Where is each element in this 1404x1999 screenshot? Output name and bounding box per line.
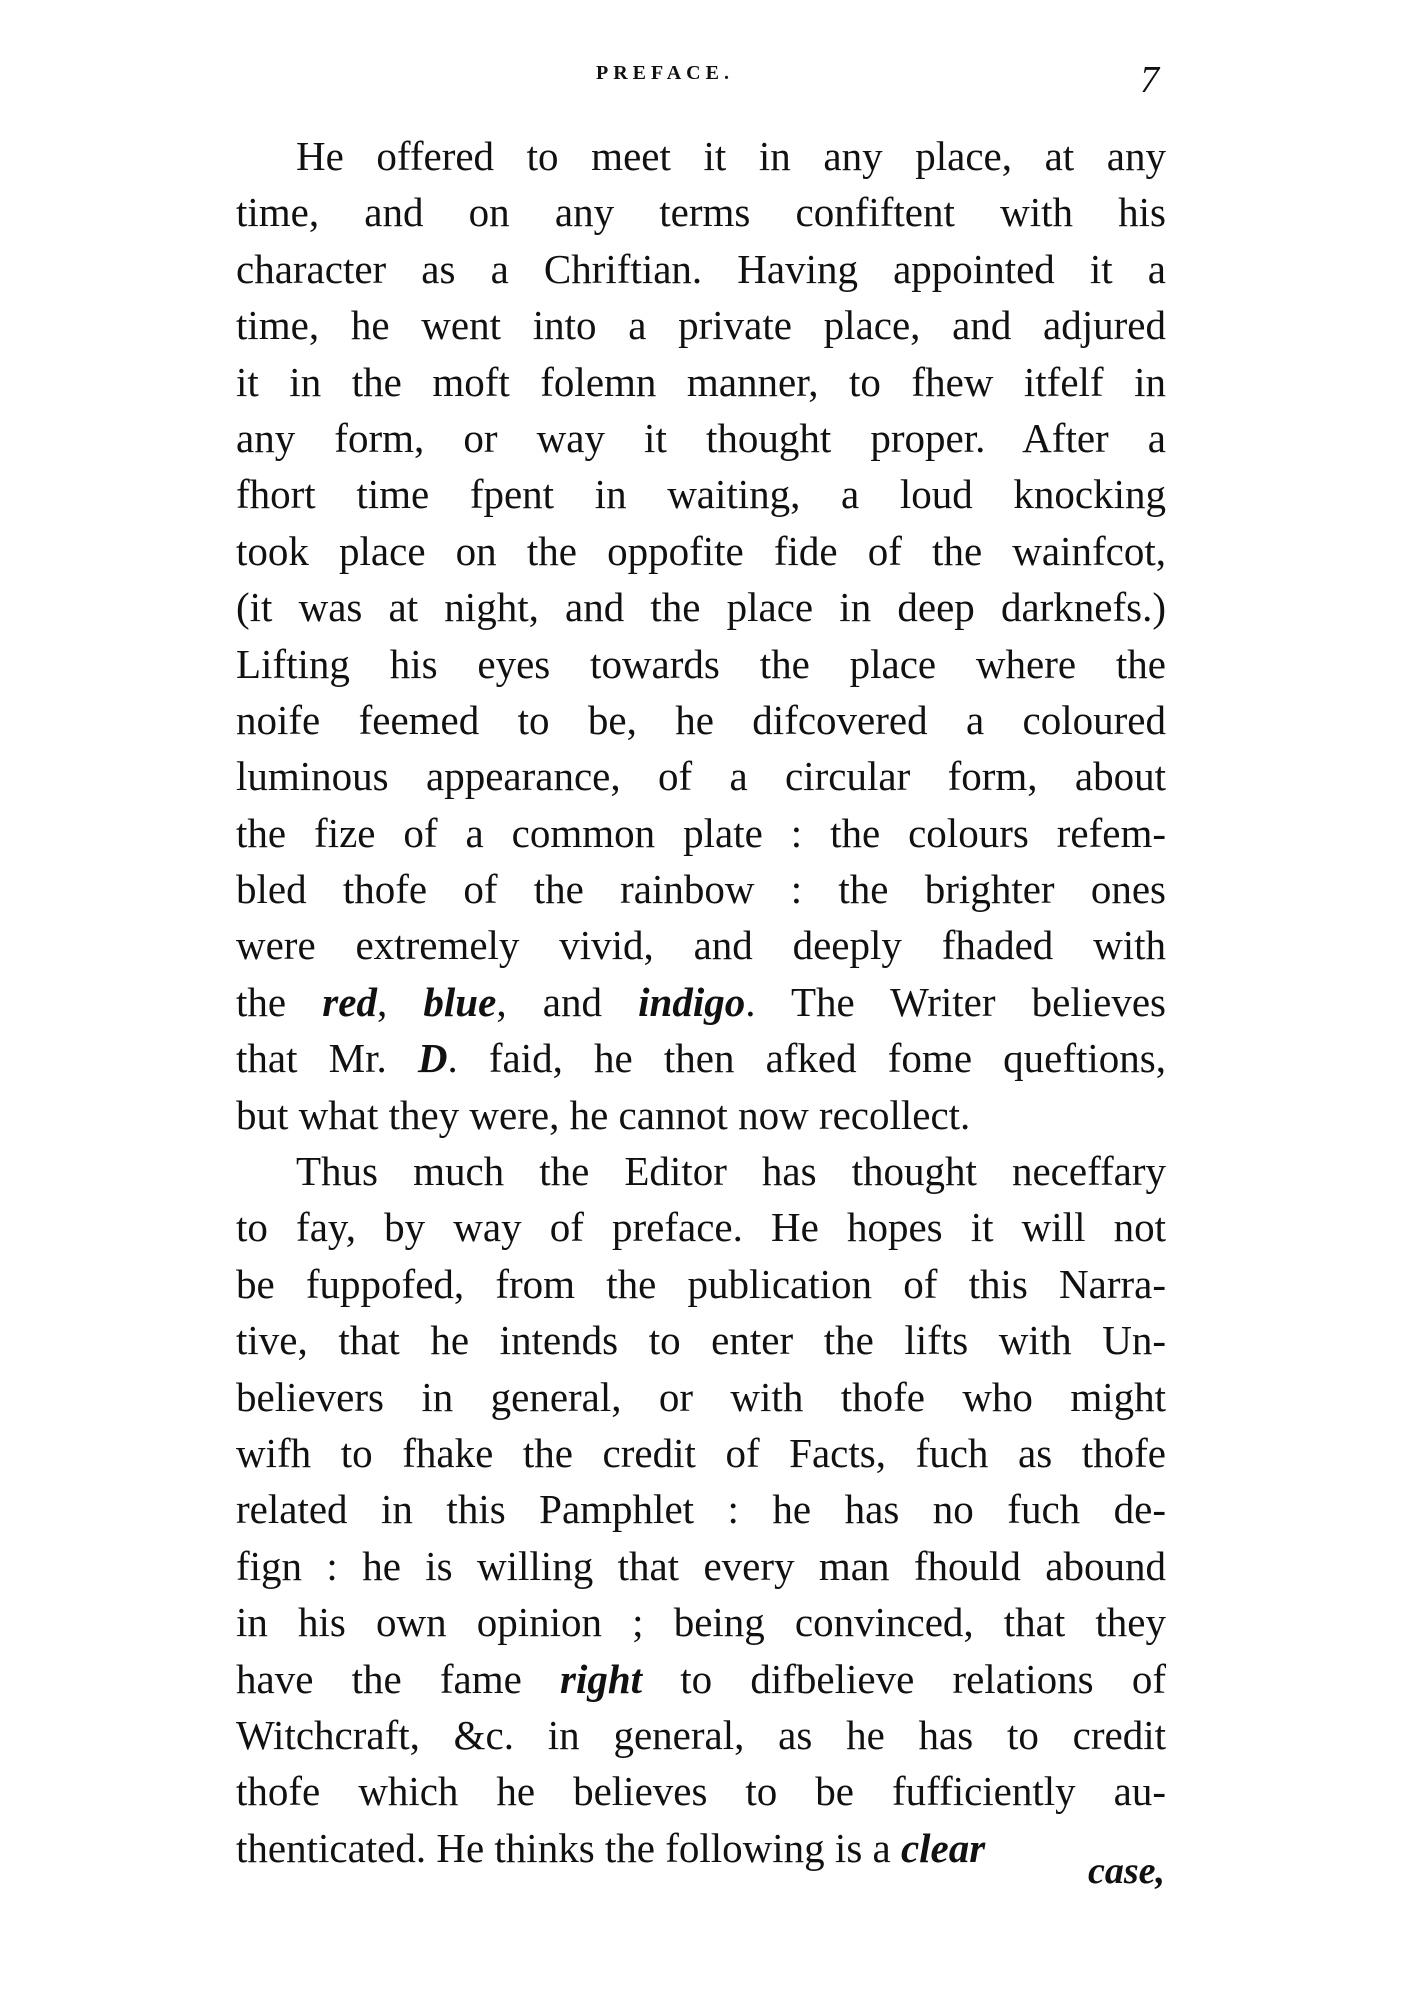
text-run: took place on the oppofite fide of the wainfcot, [236,527,1166,574]
text-run: the fize of a common plate : the colours refem- [236,809,1166,856]
text-run: noife feemed to be, he difcovered a coloured [236,696,1166,743]
text-run: that Mr. [236,1035,418,1082]
text-line [236,241,1166,297]
text-run: time, he went into a private place, and adjured [236,302,1166,349]
italic-word: right [560,1655,643,1702]
text-run: thenticated. He thinks the following is a [236,1824,901,1871]
text-run: wifh to fhake the credit of Facts, fuch as thofe [236,1429,1166,1476]
text-line [236,1651,1166,1707]
text-line [236,1538,1166,1594]
text-run: Thus much the Editor has thought neceffary [296,1148,1166,1195]
text-line [236,297,1166,353]
text-line [236,1199,1166,1255]
italic-word: blue [423,978,497,1025]
text-run: any form, or way it thought proper. After a [236,414,1166,461]
text-run: luminous appearance, of a circular form, about [236,753,1166,800]
text-run: the [236,978,323,1025]
text-line [236,354,1166,410]
text-run: it in the moft folemn manner, to fhew itfelf in [236,358,1166,405]
running-title: PREFACE. [596,62,734,84]
text-line [236,184,1166,240]
text-line [236,974,1166,1030]
text-run: were extremely vivid, and deeply fhaded with [236,922,1166,969]
text-line [236,636,1166,692]
text-run: have the fame [236,1655,561,1702]
text-run: , [376,978,424,1025]
text-run: Witchcraft, &c. in general, as he has to credit [236,1711,1166,1758]
text-run: to fay, by way of preface. He hopes it will not [236,1204,1166,1251]
text-line [236,805,1166,861]
text-run: . faid, he then afked fome queftions, [447,1035,1166,1082]
text-line [236,692,1166,748]
text-run: fign : he is willing that every man fhould abound [236,1542,1166,1589]
text-run: time, and on any terms confiftent with his [236,189,1166,236]
text-line [236,1763,1166,1819]
text-line [236,1594,1166,1650]
text-run: in his own opinion ; being convinced, that they [236,1599,1166,1646]
text-line [236,128,1166,184]
text-line [236,410,1166,466]
italic-word: indigo [638,978,746,1025]
text-run: character as a Chriftian. Having appointed it a [236,245,1166,292]
text-line [236,1369,1166,1425]
text-line [236,917,1166,973]
text-run: fhort time fpent in waiting, a loud knocking [236,471,1166,518]
text-line [236,523,1166,579]
text-run: , and [496,978,639,1025]
text-line [236,1087,1166,1143]
text-line [236,1143,1166,1199]
text-run: believers in general, or with thofe who might [236,1373,1166,1420]
italic-word: red [322,978,377,1025]
text-run: Lifting his eyes towards the place where the [236,640,1166,687]
text-line [236,1030,1166,1086]
body-text [236,128,1166,1876]
text-line [236,1707,1166,1763]
catchword: case, [1088,1850,1166,1892]
text-line [236,1481,1166,1537]
text-line [236,748,1166,804]
text-run: thofe which he believes to be fufficiently au- [236,1768,1166,1815]
text-line [236,1312,1166,1368]
page-number: 7 [1140,59,1159,101]
text-line [236,861,1166,917]
text-line [236,579,1166,635]
text-line [236,1425,1166,1481]
text-line [236,1256,1166,1312]
text-line [236,466,1166,522]
text-run: related in this Pamphlet : he has no fuch de- [236,1486,1166,1533]
text-run: He offered to meet it in any place, at any [296,133,1166,179]
text-run: bled thofe of the rainbow : the brighter ones [236,866,1166,913]
italic-word: clear [900,1824,986,1871]
text-run: . The Writer believes [745,978,1167,1025]
text-run: (it was at night, and the place in deep darknefs.) [236,584,1166,631]
text-run: to difbelieve relations of [642,1655,1166,1702]
running-head [0,59,1404,101]
italic-word: D [417,1035,448,1082]
text-run: tive, that he intends to enter the lifts with Un- [236,1317,1166,1364]
text-run: but what they were, he cannot now recollect. [236,1091,971,1138]
text-run: be fuppofed, from the publication of this Narra- [236,1260,1166,1307]
text-line [236,1820,1166,1876]
